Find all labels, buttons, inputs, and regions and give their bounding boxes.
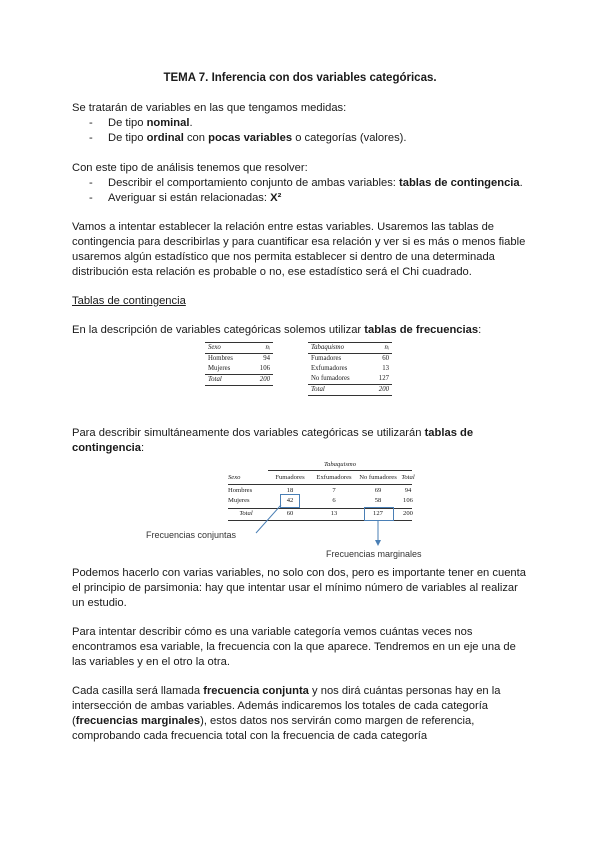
section-heading: Tablas de contingencia	[72, 295, 186, 307]
group-header: Tabaquismo	[323, 461, 356, 468]
paragraph-joint-frequency: Cada casilla será llamada frecuencia conjunta y nos dirá cuántas personas hay en la intersección de ambas variables. Además indicaremos los totales de cada categoría (frecuencias marginales), estos datos nos servirán como margen de referencia, comprobando cada frecuencia total con la frecuencia de cada categoría	[72, 685, 501, 742]
joint-frequency-label: Frecuencias conjuntas	[146, 530, 237, 540]
paragraph-relation: Vamos a intentar establecer la relación entre estas variables. Usaremos las tablas de contingencia para describirlas y para cuantificar esa relación y ver si es más o menos fiable usaremos algún estadístico que nos permita establecer si dentro de una determinada distribución esta relación es probable o no, ese estadístico será el Chi cuadrado.	[72, 221, 526, 278]
paragraph-describe: Para intentar describir cómo es una variable categoría vemos cuántas veces nos encontramos esa variable, la frecuencia con la que aparece. Tendremos en un eje una de las variables y en el otro la otra.	[72, 626, 516, 668]
intro-text: Se tratarán de variables en las que tengamos medidas:	[72, 102, 347, 114]
table-row: Mujeres 42 6 58 106	[228, 497, 413, 504]
table-row: Hombres 18 7 69 94	[228, 487, 412, 494]
table-total-row: Total 60 13 127 200	[239, 510, 413, 517]
freq-intro: En la descripción de variables categóricas solemos utilizar tablas de frecuencias:	[72, 324, 482, 336]
analysis-text: Con este tipo de análisis tenemos que resolver:	[72, 162, 308, 174]
frequency-table-sexo: Sexo nᵢ Hombres 94 Mujeres 106 Total 200	[205, 342, 273, 386]
frequency-table-tabaquismo: Tabaquismo nᵢ Fumadores 60 Exfumadores 13 No fumadores 127 Total 200	[308, 342, 392, 396]
table-header-row: Sexo Fumadores Exfumadores No fumadores Total	[228, 474, 415, 481]
document-page: TEMA 7. Inferencia con dos variables categóricas. Se tratarán de variables en las que tengamos medidas: - De tipo nominal. - De tipo ordinal con pocas variables o categorías (valores). Con este tipo de análisis tenemos que resolver: - Describir el comportamiento conjunto de ambas variables: tablas de contingencia. - Averiguar si están relacionadas: X² Vamos a intentar establecer la relación entre estas variables. Usaremos las tablas de contingencia para describirlas y para cuantificar esa relación y ver si es más o menos fiable usaremos algún estadístico que nos permita establecer si dentro de una determinada distribución esta relación es probable o no, ese estadístico será el Chi cuadrado. Tablas de contingencia En la descripción de variables categóricas solemos utilizar tablas de frecuencias: Sexo nᵢ Hombres 94 Mujeres 106 Total 200 Tabaquismo nᵢ Fumadores 60 Exfumadores 13 No fumadores 127 Total 200 Para describir simultáneamente dos variables categóricas se utilizarán tablas de contingencia: Tabaquismo Sexo Fumadores Exfumadores No fumadores Total Hombres 18 7 69 94 Mujeres 42 6 58 106 Total 60 13 127 200 Frecuencias conjuntas Frecuencias marginales Podemos hacerlo con varias variables, no solo con dos, pero es importante tener en cuenta el principio de parsimonia: hay que intentar usar el mínimo número de variables al realizar un estudio. Para intentar describir cómo es una variable categoría vemos cuántas veces nos encontramos esa variable, la frecuencia con la que aparece. Tendremos en un eje una de las variables y en el otro la otra. Cada casilla será llamada frecuencia conjunta y nos dirá cuántas personas hay en la intersección de ambas variables. Además indicaremos los totales de cada categoría (frecuencias marginales), estos datos nos servirán como margen de referencia, comprobando cada frecuencia total con la frecuencia de cada categoría	[0, 0, 600, 848]
paragraph-parsimony: Podemos hacerlo con varias variables, no solo con dos, pero es importante tener en cuenta el principio de parsimonia: hay que intentar usar el mínimo número de variables al realizar un estudio.	[72, 567, 526, 609]
contingency-intro: Para describir simultáneamente dos variables categóricas se utilizarán tablas de contingencia:	[72, 427, 474, 454]
marginal-frequency-label: Frecuencias marginales	[326, 549, 422, 559]
page-title: TEMA 7. Inferencia con dos variables categóricas.	[163, 72, 437, 84]
